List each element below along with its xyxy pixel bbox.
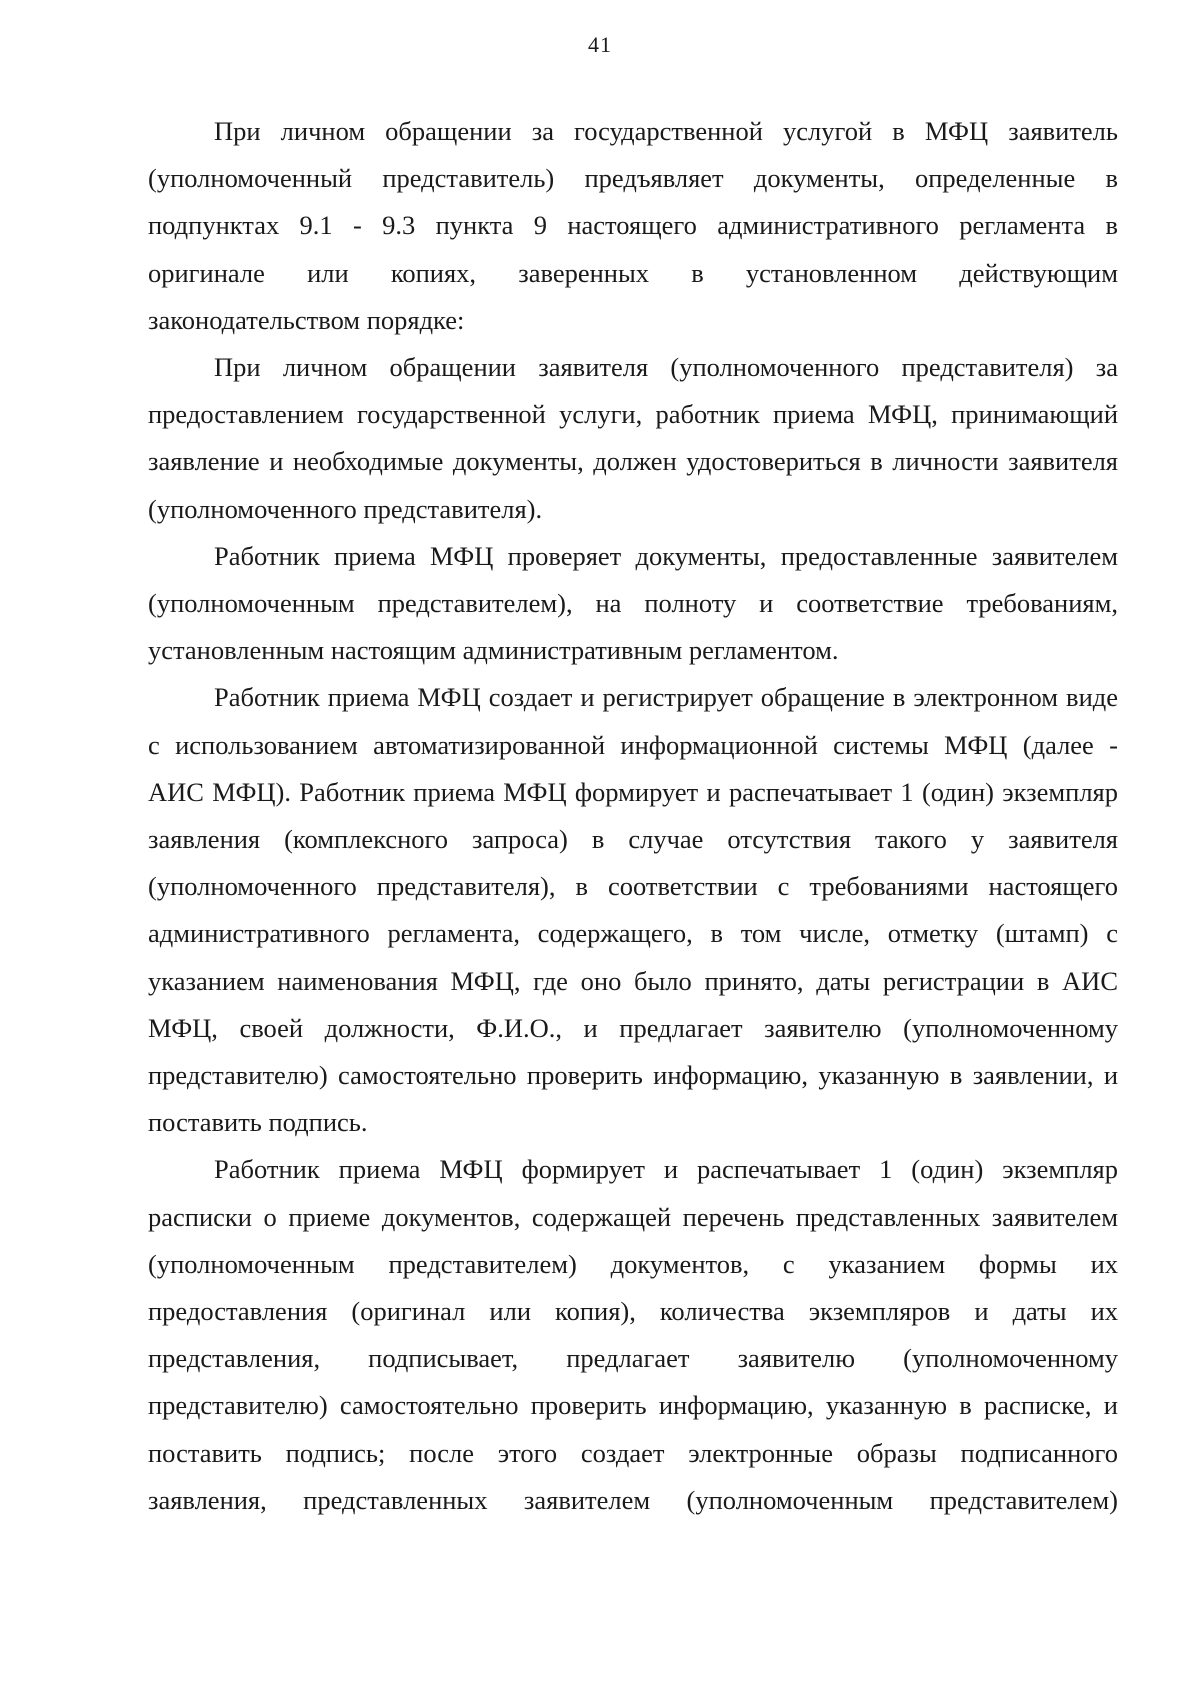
- page-number: 41: [588, 32, 612, 57]
- document-body: [148, 108, 1118, 1524]
- paragraph-personal-appeal: При личном обращении за государственной услугой в МФЦ заявитель (уполномоченный представитель) предъявляет документы, определенные в подпунктах 9.1 - 9.3 пункта 9 настоящего административного регламента в оригинале или копиях, заверенных в установленном действующим законодательством порядке:: [148, 116, 1118, 335]
- paragraph-identity-check: При личном обращении заявителя (уполномоченного представителя) за предоставлением государственной услуги, работник приема МФЦ, принимающий заявление и необходимые документы, должен удостовериться в личности заявителя (уполномоченного представителя).: [148, 352, 1118, 524]
- paragraph-registration: Работник приема МФЦ создает и регистрирует обращение в электронном виде с использованием автоматизированной информационной системы МФЦ (далее - АИС МФЦ). Работник приема МФЦ формирует и распечатывает 1 (один) экземпляр заявления (комплексного запроса) в случае отсутствия такого у заявителя (уполномоченного представителя), в соответствии с требованиями настоящего административного регламента, содержащего, в том числе, отметку (штамп) с указанием наименования МФЦ, где оно было принято, даты регистрации в АИС МФЦ, своей должности, Ф.И.О., и предлагает заявителю (уполномоченному представителю) самостоятельно проверить информацию, указанную в заявлении, и поставить подпись.: [148, 682, 1118, 1138]
- paragraph-receipt: Работник приема МФЦ формирует и распечатывает 1 (один) экземпляр расписки о приеме документов, содержащей перечень представленных заявителем (уполномоченным представителем) документов, с указанием формы их предоставления (оригинал или копия), количества экземпляров и даты их представления, подписывает, предлагает заявителю (уполномоченному представителю) самостоятельно проверить информацию, указанную в расписке, и поставить подпись; после этого создает электронные образы подписанного заявления, представленных заявителем (уполномоченным представителем): [148, 1154, 1118, 1515]
- paragraph-document-check: Работник приема МФЦ проверяет документы, предоставленные заявителем (уполномоченным представителем), на полноту и соответствие требованиям, установленным настоящим административным регламентом.: [148, 540, 1118, 666]
